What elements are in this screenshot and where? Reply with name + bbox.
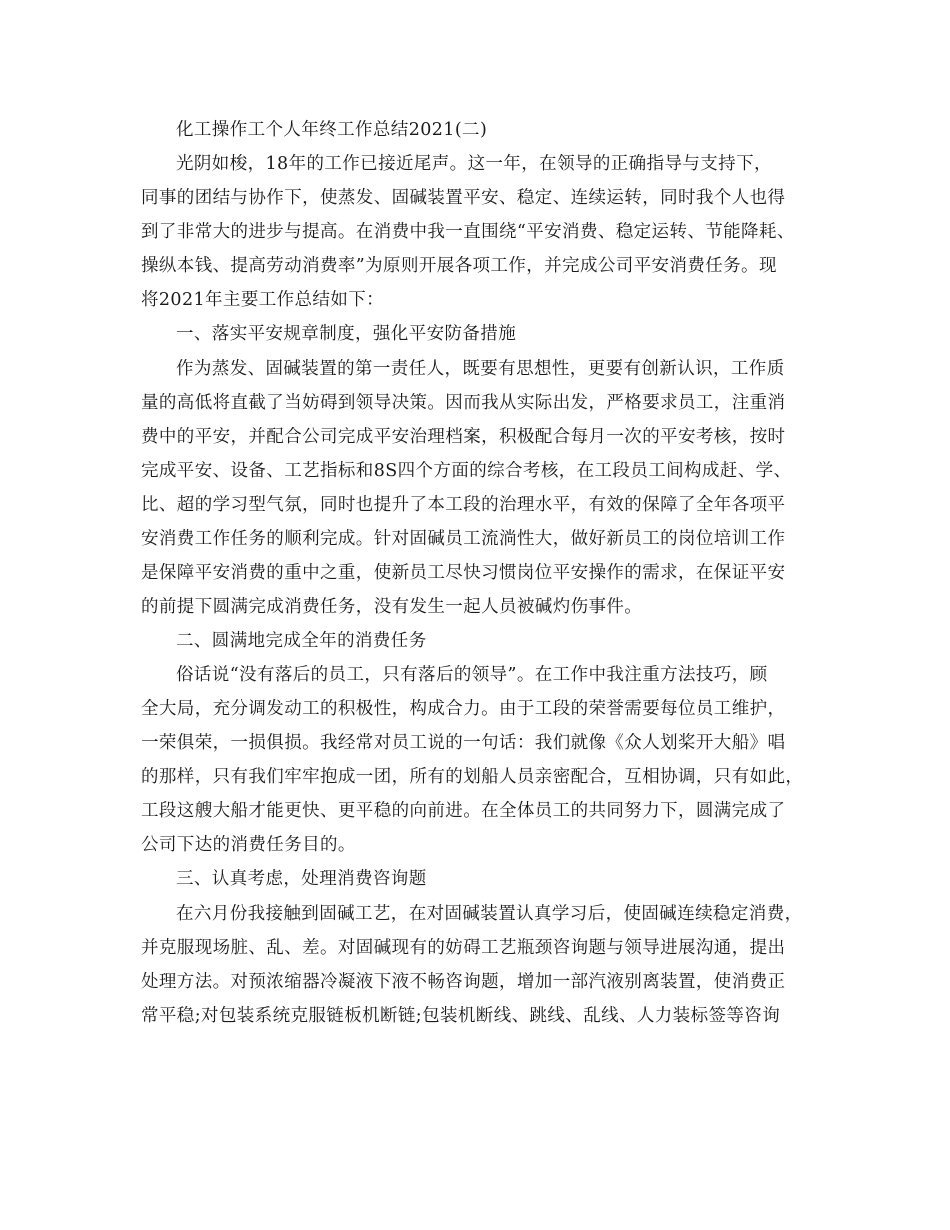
paragraph-line: 费中的平安，并配合公司完成平安治理档案，积极配合每月一次的平安考核，按时 (141, 427, 786, 447)
paragraph-line: 光阴如梭，18年的工作已接近尾声。这一年，在领导的正确指导与支持下， (176, 154, 772, 174)
paragraph-line: 安消费工作任务的顺利完成。针对固碱员工流淌性大，做好新员工的岗位培训工作 (141, 529, 786, 549)
paragraph-line: 完成平安、设备、工艺指标和8S四个方面的综合考核，在工段员工间构成赶、学、 (141, 461, 792, 481)
paragraph-line: 同事的团结与协作下，使蒸发、固碱装置平安、稳定、连续运转，同时我个人也得 (141, 188, 786, 208)
paragraph-line: 的前提下圆满完成消费任务，没有发生一起人员被碱灼伤事件。 (141, 597, 643, 617)
paragraph-line: 一荣俱荣，一损俱损。我经常对员工说的一句话：我们就像《众人划桨开大船》唱 (141, 733, 786, 753)
paragraph-line: 比、超的学习型气氛，同时也提升了本工段的治理水平，有效的保障了全年各项平 (141, 495, 786, 515)
paragraph-line: 是保障平安消费的重中之重，使新员工尽快习惯岗位平安操作的需求，在保证平安 (141, 563, 786, 583)
document-title: 化工操作工个人年终工作总结2021(二) (176, 120, 488, 140)
paragraph-line: 的那样，只有我们牢牢抱成一团，所有的划船人员亲密配合，互相协调，只有如此， (141, 767, 804, 787)
paragraph-line: 作为蒸发、固碱装置的第一责任人，既要有思想性，更要有创新认识，工作质 (176, 359, 785, 379)
section-heading: 一、落实平安规章制度，强化平安防备措施 (176, 324, 517, 344)
paragraph-line: 将2021年主要工作总结如下： (141, 290, 385, 310)
section-heading: 二、圆满地完成全年的消费任务 (176, 631, 427, 651)
paragraph-line: 工段这艘大船才能更快、更平稳的向前进。在全体员工的共同努力下，圆满完成了 (141, 801, 786, 821)
paragraph-line: 常平稳;对包装系统克服链板机断链;包装机断线、跳线、乱线、人力装标签等咨询 (141, 1006, 781, 1026)
paragraph-line: 在六月份我接触到固碱工艺，在对固碱装置认真学习后，使固碱连续稳定消费， (176, 904, 803, 924)
paragraph-line: 操纵本钱、提高劳动消费率”为原则开展各项工作，并完成公司平安消费任务。现 (141, 256, 777, 276)
paragraph-line: 公司下达的消费任务目的。 (141, 835, 356, 855)
paragraph-line: 俗话说“没有落后的员工，只有落后的领导”。在工作中我注重方法技巧，顾 (176, 665, 768, 685)
paragraph-line: 处理方法。对预浓缩器冷凝液下液不畅咨询题，增加一部汽液别离装置，使消费正 (141, 972, 786, 992)
paragraph-line: 并克服现场脏、乱、差。对固碱现有的妨碍工艺瓶颈咨询题与领导进展沟通，提出 (141, 938, 786, 958)
paragraph-line: 到了非常大的进步与提高。在消费中我一直围绕“平安消费、稳定运转、节能降耗、 (141, 222, 795, 242)
section-heading: 三、认真考虑，处理消费咨询题 (176, 869, 427, 889)
paragraph-line: 量的高低将直截了当妨碍到领导决策。因而我从实际出发，严格要求员工，注重消 (141, 393, 786, 413)
paragraph-line: 全大局，充分调发动工的积极性，构成合力。由于工段的荣誉需要每位员工维护， (141, 699, 786, 719)
